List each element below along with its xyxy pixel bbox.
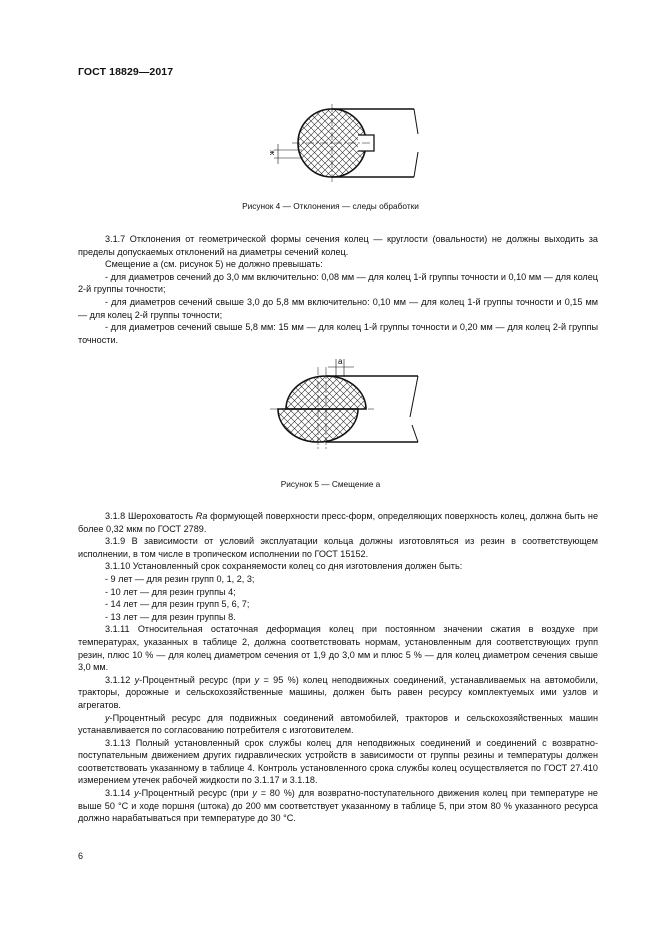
- list-item: - 10 лет — для резин группы 4;: [105, 586, 236, 597]
- list-item: - 13 лет — для резин группы 8.: [105, 611, 236, 622]
- section-3-1-11: 3.1.11 Относительная остаточная деформация колец при постоянном значении сжатия в воздухе при температурах, указанных в таблице 2, должна соответствовать нормам, установленным для соответствующих групп резин, плюс 10 % — для колец диаметром сечения от 1,9 до 3,0 мм и плюс 5 % — для колец диаметром сечения свыше 3,0 мм.: [78, 624, 598, 673]
- list-item: - для диаметров сечений свыше 3,0 до 5,8 мм включительно: 0,10 мм — для колец 1-й группы точности и 0,15 мм — для колец 2-й группы точности;: [78, 296, 598, 320]
- section-3-1-9: 3.1.9 В зависимости от условий эксплуатации кольца должны изготовляться из резин в соответствующем исполнении, в том числе в тропическом исполнении по ГОСТ 15152.: [78, 536, 598, 559]
- paragraph: 3.1.7 Отклонения от геометрической формы сечения колец — круглости (овальности) не должны выходить за пределы допускаемых отклонений на диаметры сечений колец.: [78, 234, 598, 257]
- document-header: ГОСТ 18829—2017: [78, 66, 174, 78]
- section-3-1-8: 3.1.8 Шероховатость Ra формующей поверхности пресс-форм, определяющих поверхность колец, должна быть не более 0,32 мкм по ГОСТ 2789.: [78, 511, 598, 534]
- list-item: - для диаметров сечений до 3,0 мм включительно: 0,08 мм — для колец 1-й группы точности и 0,10 мм — для колец 2-й группы точности;: [78, 271, 598, 295]
- figure-4-drawing: [262, 100, 422, 192]
- figure-4-dimension-label: ж: [269, 150, 276, 155]
- section-3-1-12: 3.1.12 у-Процентный ресурс (при у = 95 %) колец неподвижных соединений, устанавливаемых на автомобили, тракторы, дорожные и сельскохозяйственные машины, должен быть равен ресурсу комплектуемых ими узлов и агрегатов.: [78, 674, 598, 710]
- list-item: - 14 лет — для резин групп 5, 6, 7;: [105, 599, 250, 610]
- page-number: 6: [78, 851, 84, 861]
- figure-4-caption: Рисунок 4 — Отклонения — следы обработки: [242, 201, 419, 211]
- figure-5-drawing: [270, 355, 430, 455]
- paragraph: Смещение а (см. рисунок 5) не должно превышать:: [105, 259, 323, 270]
- section-3-1-10: 3.1.10 Установленный срок сохраняемости колец со дня изготовления должен быть:: [105, 561, 463, 572]
- section-3-1-12-paragraph-2: у-Процентный ресурс для подвижных соединений автомобилей, тракторов и сельскохозяйственных машин устанавливается по согласованию потребителя с изготовителем.: [78, 712, 598, 736]
- figure-5-caption: Рисунок 5 — Смещение а: [280, 479, 381, 489]
- section-3-1-13: 3.1.13 Полный установленный срок службы колец для неподвижных соединений и соединений с возвратно-поступательным движением других гидравлических устройств в зависимости от группы резины и температуры должен соответствовать указанному в таблице 4. Контроль установленного срока службы колец осуществляется по ГОСТ 27.410 измерением утечек рабочей жидкости по 3.1.17 и 3.1.18.: [78, 737, 598, 786]
- sections-3-1-8-to-3-1-14: [78, 510, 598, 825]
- list-item: - для диаметров сечений свыше 5,8 мм: 15 мм — для колец 1-й группы точности и 0,20 мм — для колец 2-й группы точности.: [78, 322, 598, 345]
- section-3-1-7: [78, 233, 598, 346]
- figure-5-dimension-label: а: [338, 357, 343, 366]
- section-3-1-14: 3.1.14 у-Процентный ресурс (при у = 80 %) для возвратно-поступательного движения колец при температуре не выше 50 °С и ходе поршня (штока) до 200 мм соответствует указанному в таблице 5, при этом 80 % указанного ресурса должно нарабатываться при температуре до 30 °С.: [78, 788, 598, 824]
- list-item: - 9 лет — для резин групп 0, 1, 2, 3;: [105, 573, 255, 584]
